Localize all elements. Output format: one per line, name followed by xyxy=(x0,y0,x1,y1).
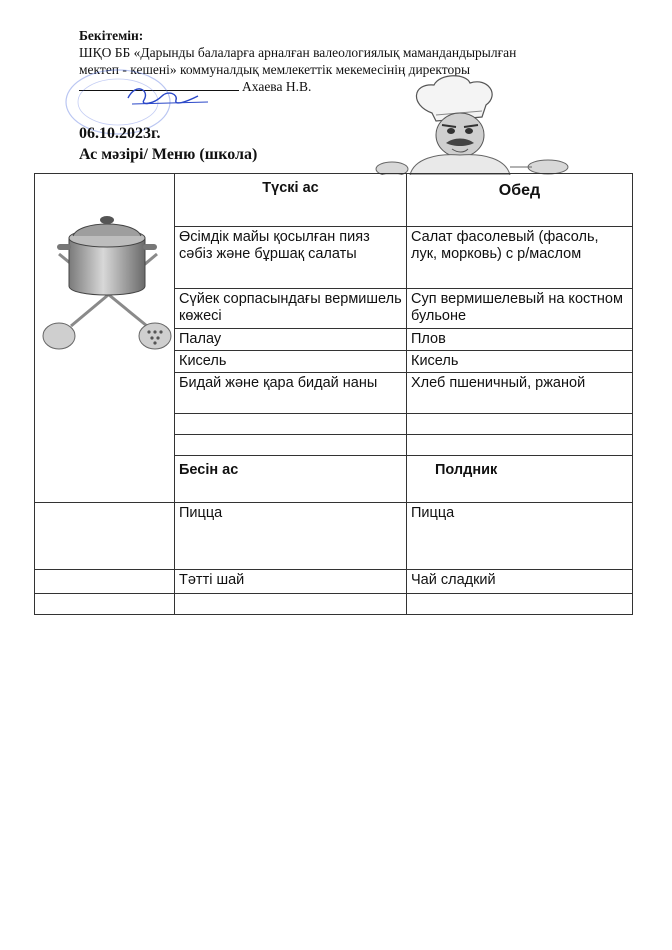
menu-item-ru: Салат фасолевый (фасоль, лук, морковь) с р/маслом xyxy=(407,227,633,289)
table-row xyxy=(35,570,633,594)
empty-cell xyxy=(35,503,175,570)
menu-item-kz: Өсімдік майы қосылған пияз сәбіз және бұршақ салаты xyxy=(175,227,407,289)
empty-cell xyxy=(35,594,175,615)
menu-item-ru: Хлеб пшеничный, ржаной xyxy=(407,373,633,414)
menu-item-kz: Палау xyxy=(175,329,407,351)
menu-title: Ас мәзірі/ Меню (школа) xyxy=(79,146,258,163)
approval-line-2: мектеп - кешені» коммуналдық мемлекеттік мекемесінің директоры xyxy=(79,62,471,77)
menu-item-ru: Плов xyxy=(407,329,633,351)
menu-item-kz: Тәтті шай xyxy=(175,570,407,594)
menu-table xyxy=(34,173,633,615)
approval-title: Бекітемін: xyxy=(79,28,144,43)
table-row xyxy=(35,174,633,227)
lunch-header-ru: Обед xyxy=(407,174,633,227)
snack-header-ru: Полдник xyxy=(407,456,633,503)
approval-line-1: ШҚО ББ «Дарынды балаларға арналған валеологиялық мамандандырылған xyxy=(79,45,517,60)
empty-cell xyxy=(175,414,407,435)
menu-item-ru: Пицца xyxy=(407,503,633,570)
signer-name: Ахаева Н.В. xyxy=(242,79,312,94)
lunch-header-kz: Түскі ас xyxy=(175,174,407,227)
empty-cell xyxy=(407,435,633,456)
snack-header-kz: Бесін ас xyxy=(175,456,407,503)
empty-cell xyxy=(175,594,407,615)
empty-cell xyxy=(35,570,175,594)
chef-character-icon xyxy=(370,75,575,175)
cookware-cell xyxy=(35,174,175,503)
table-row xyxy=(35,503,633,570)
menu-date: 06.10.2023г. xyxy=(79,125,161,142)
menu-item-kz: Сүйек сорпасындағы вермишель көжесі xyxy=(175,289,407,329)
table-row xyxy=(35,594,633,615)
signature-line xyxy=(79,78,239,91)
menu-item-kz: Пицца xyxy=(175,503,407,570)
menu-item-kz: Бидай және қара бидай наны xyxy=(175,373,407,414)
empty-cell xyxy=(407,414,633,435)
empty-cell xyxy=(407,594,633,615)
menu-item-ru: Кисель xyxy=(407,351,633,373)
menu-item-ru: Чай сладкий xyxy=(407,570,633,594)
menu-item-kz: Кисель xyxy=(175,351,407,373)
empty-cell xyxy=(175,435,407,456)
pot-with-ladles-icon xyxy=(39,176,177,376)
menu-item-ru: Суп вермишелевый на костном бульоне xyxy=(407,289,633,329)
